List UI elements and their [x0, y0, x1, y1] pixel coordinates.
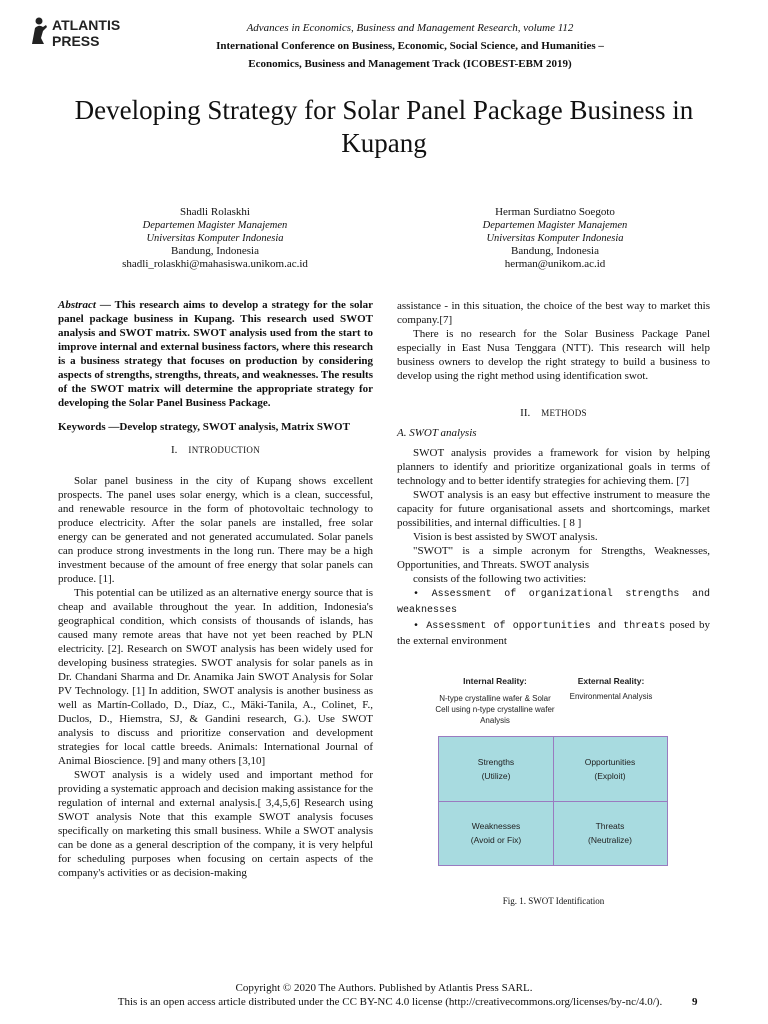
paragraph: consists of the following two activities: — [413, 573, 587, 585]
footer-license[interactable]: This is an open access article distributed under the CC BY-NC 4.0 license (http://creativecommons.org/licenses/by-nc/4.0/). — [117, 996, 663, 1008]
methods-body — [397, 446, 710, 648]
right-column-top — [397, 299, 710, 383]
author-dept: Departemen Magister Manajemen — [482, 220, 628, 231]
paragraph: SWOT analysis provides a framework for vision by helping planners to identify and prioritize organizational goals in terms of technology and to better identify strategies for achieving them. [7] — [397, 447, 710, 487]
swot-cell-opportunities: Opportunities (Exploit) — [584, 757, 636, 781]
figure-caption: Fig. 1. SWOT Identification — [502, 896, 605, 906]
journal-name: Advances in Economics, Business and Management Research, volume 112 — [246, 22, 574, 34]
bullet-item: • Assessment of opportunities and threats posed by the external environment — [397, 619, 710, 647]
paragraph: "SWOT" is a simple acronym for Strengths, Weaknesses, Opportunities, and Threats. SWOT analysis — [397, 545, 710, 571]
paragraph: assistance - in this situation, the choice of the best way to market this company.[7] — [397, 300, 710, 326]
author-name: Herman Surdiatno Soegoto — [495, 206, 615, 218]
swot-cell-strengths: Strengths (Utilize) — [477, 757, 515, 781]
external-reality-label: External Reality: Environmental Analysis — [569, 676, 653, 701]
paragraph: Solar panel business in the city of Kupang shows excellent prospects. The panel uses solar energy, which is a clean, successful, and renewable resource in the form of photovoltaic technology to produce electricity. After the solar panels are installed, free solar energy can be generated and not generated accumulated. Solar panels can produce strong investments in the long run. There may be a high investment because of the amount of free energy that solar panels can produce. [1]. — [58, 475, 373, 585]
swot-figure — [418, 676, 670, 886]
author-univ: Universitas Komputer Indonesia — [146, 233, 284, 244]
author-name: Shadli Rolaskhi — [180, 206, 250, 218]
author-email[interactable]: herman@unikom.ac.id — [504, 258, 606, 270]
swot-cell-weaknesses: Weaknesses (Avoid or Fix) — [470, 821, 522, 845]
author-univ: Universitas Komputer Indonesia — [486, 233, 624, 244]
subsection-heading-swot: A. SWOT analysis — [397, 427, 477, 439]
author-block-1 — [90, 206, 340, 271]
paragraph: SWOT analysis is an easy but effective instrument to measure the capacity for future organisational assets and shortcomings, market possibilities, and internal difficulties. [ 8 ] — [397, 489, 710, 529]
author-dept: Departemen Magister Manajemen — [142, 220, 288, 231]
introduction-body — [58, 474, 373, 880]
paper-title: Developing Strategy for Solar Panel Package Business in Kupang — [74, 95, 694, 158]
paragraph: SWOT analysis is a widely used and important method for providing a systematic approach and decision making assistance for the regulation of internal and external analysis.[ 3,4,5,6] Research using SWOT analysis Note that this example SWOT analysis focuses specifically on marketing this small business. While a SWOT analysis can be done as a general description of the company, it is very helpful for scheduling purposes when focusing on certain aspects of the company's activities or as decision-making — [58, 769, 373, 879]
author-city: Bandung, Indonesia — [171, 245, 259, 257]
matrix-divider-horizontal — [439, 801, 667, 802]
section-heading-methods: II. METHODS — [520, 407, 587, 419]
author-block-2 — [430, 206, 680, 271]
paragraph: This potential can be utilized as an alternative energy source that is cheap and available throughout the year. In addition, Indonesia's geographical condition, which consists of thousands of islands, has caused many remote areas that have not yet been reached by PLN electricity. [2]. Research on SWOT analysis has been widely used for developing business strategies. SWOT analysis for solar panels as in Dr. Chandani Sharma and Dr. Anamika Jain SWOT Analysis for Solar PV Technology. [1] In addition, SWOT analysis is another business as well as Martín-Collado, D., Díaz, C., Mäki-Tanila, A., Colinet, F., Duclos, D., Hiemstra, SJ, & Gandini research, G.). Use SWOT analysis to discuss and prioritize conservation and development strategies for local cattle breeds. Animals: International Journal of Animal Bioscience. [9] and many others [3,10] — [58, 587, 373, 767]
keywords: Keywords —Develop strategy, SWOT analysis, Matrix SWOT — [58, 421, 350, 433]
publisher-logo — [28, 16, 148, 50]
abstract-label: Abstract — [58, 299, 96, 311]
internal-reality-label: Internal Reality: N-type crystalline wafer & Solar Cell using n-type crystalline wafer Analysis — [435, 676, 555, 725]
section-heading-introduction: I. INTRODUCTION — [170, 444, 260, 456]
author-email[interactable]: shadli_rolaskhi@mahasiswa.unikom.ac.id — [122, 258, 308, 270]
conference-line-2: Economics, Business and Management Track (ICOBEST-EBM 2019) — [248, 58, 572, 70]
page-number: 9 — [692, 996, 698, 1008]
atlantis-figure-icon — [28, 16, 48, 46]
swot-cell-threats: Threats (Neutralize) — [588, 821, 632, 845]
paragraph: There is no research for the Solar Business Package Panel especially in East Nusa Tenggara (NTT). This research will help business owners to develop the right strategy to build a business to develop using the right method using identification swot. — [397, 328, 710, 382]
abstract — [58, 298, 373, 410]
abstract-text: — This research aims to develop a strategy for the solar panel package business in Kupang. This research used SWOT analysis and SWOT matrix. SWOT analysis used from the start to improve internal and external business factors, where this research is a business strategy that focuses on production by considering aspects of strengths, strengths, threats, and weaknesses. The results of the SWOT matrix will determine the appropriate strategy for developing the Solar Panel Business Package. — [58, 299, 373, 409]
conference-line-1: International Conference on Business, Economic, Social Science, and Humanities – — [216, 40, 604, 52]
bullet-item: • Assessment of organizational strengths and weaknesses — [397, 589, 710, 616]
swot-matrix — [438, 736, 668, 866]
paragraph: Vision is best assisted by SWOT analysis. — [413, 531, 598, 543]
author-city: Bandung, Indonesia — [511, 245, 599, 257]
footer-copyright: Copyright © 2020 The Authors. Published by Atlantis Press SARL. — [235, 982, 533, 994]
logo-text: ATLANTIS PRESS — [52, 17, 121, 49]
